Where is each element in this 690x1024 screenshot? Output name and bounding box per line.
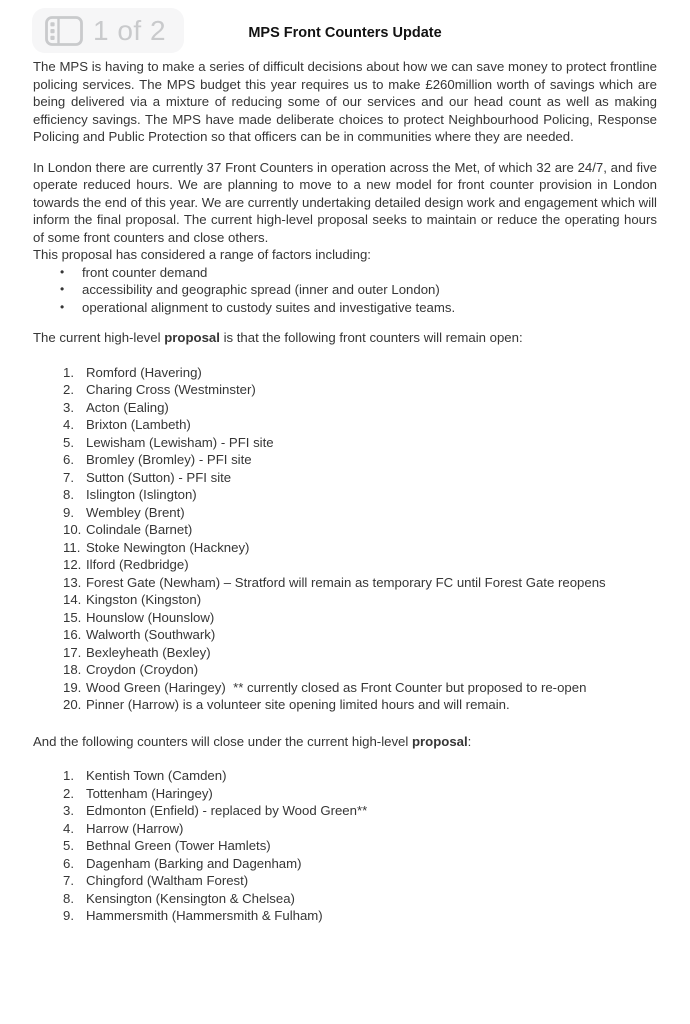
list-item-text: Kentish Town (Camden) (86, 768, 227, 783)
paragraph-current-state: In London there are currently 37 Front Counters in operation across the Met, of which 32 are 24/7, and five operate reduced hours. We are planning to move to a new model for front counter provision in London towards the end of this year. We are currently undertaking detailed design work and engagement which will inform the final proposal. The current high-level proposal seeks to maintain or reduce the operating hours of some front counters and close others. (33, 159, 657, 245)
number-marker: 4. (63, 417, 74, 432)
number-marker: 12. (63, 557, 82, 572)
number-marker: 3. (63, 803, 74, 818)
list-item-text: Chingford (Waltham Forest) (86, 873, 249, 888)
list-item-text: Walworth (Southwark) (86, 627, 216, 642)
close-counter-item (63, 785, 657, 803)
open-intro-post: is that the following front counters will remain open: (219, 330, 523, 345)
open-intro-bold: proposal (164, 330, 220, 345)
open-counter-item (63, 399, 657, 417)
list-item-text: Harrow (Harrow) (86, 820, 184, 836)
list-item-text: Croydon (Croydon) (86, 662, 199, 677)
thumbnails-icon (45, 16, 83, 46)
open-counter-item (63, 591, 657, 609)
list-item-text: Ilford (Redbridge) (86, 557, 189, 572)
document-title: MPS Front Counters Update (248, 25, 442, 41)
number-marker: 15. (63, 609, 82, 625)
open-counter-item (63, 416, 657, 434)
list-item-text: Stoke Newington (Hackney) (86, 539, 250, 555)
list-item-text: Bethnal Green (Tower Hamlets) (86, 838, 271, 853)
number-marker: 8. (63, 487, 74, 502)
list-item-text: Lewisham (Lewisham) - PFI site (86, 434, 274, 450)
close-intro-post: : (467, 733, 472, 749)
list-item-text: Hounslow (Hounslow) (86, 609, 215, 625)
number-marker: 7. (63, 873, 74, 888)
number-marker: 14. (63, 592, 82, 607)
number-marker: 6. (63, 452, 74, 467)
number-marker: 3. (63, 399, 74, 415)
list-item-text: Dagenham (Barking and Dagenham) (86, 855, 302, 871)
number-marker: 2. (63, 785, 74, 801)
list-item-text: Kensington (Kensington & Chelsea) (86, 890, 295, 906)
factor-item (60, 299, 657, 317)
number-marker: 9. (63, 908, 74, 923)
close-counter-item (63, 767, 657, 785)
open-counter-item (63, 539, 657, 557)
bullet-marker: • (60, 282, 65, 296)
number-marker: 11. (63, 539, 81, 555)
open-counter-item (63, 381, 657, 399)
open-counter-item (63, 504, 657, 522)
list-item-text: accessibility and geographic spread (inner and outer London) (82, 282, 440, 297)
close-counter-item (63, 820, 657, 838)
document-body (33, 58, 657, 925)
open-counter-item (63, 434, 657, 452)
open-counter-item (63, 364, 657, 382)
open-counter-item (63, 469, 657, 487)
close-counter-item (63, 855, 657, 873)
close-counter-item (63, 872, 657, 890)
number-marker: 2. (63, 382, 74, 397)
number-marker: 16. (63, 627, 82, 642)
list-item-text: Bexleyheath (Bexley) (86, 644, 211, 660)
list-item-text: Wood Green (Haringey) ** currently closed as Front Counter but proposed to re-open (86, 679, 587, 695)
number-marker: 9. (63, 504, 74, 520)
list-item-text: Wembley (Brent) (86, 504, 185, 520)
list-item-text: Charing Cross (Westminster) (86, 382, 256, 397)
close-counter-item (63, 837, 657, 855)
number-marker: 10. (63, 522, 82, 537)
list-item-text: Pinner (Harrow) is a volunteer site opening limited hours and will remain. (86, 697, 510, 712)
number-marker: 17. (63, 644, 82, 660)
number-marker: 7. (63, 469, 74, 485)
open-counter-item (63, 609, 657, 627)
number-marker: 5. (63, 434, 74, 450)
open-counter-item (63, 644, 657, 662)
open-proposal-intro (33, 329, 657, 347)
open-counter-item (63, 556, 657, 574)
paragraph-savings: The MPS is having to make a series of difficult decisions about how we can save money to protect frontline policing services. The MPS budget this year requires us to make £260million worth of savings which are being delivered via a mixture of reducing some of our services and our head count as well as making efficiency savings. The MPS have made deliberate choices to protect Neighbourhood Policing, Response Policing and Public Protection so that officers can be in communities where they are needed. (33, 59, 657, 144)
close-counters-list (33, 767, 657, 925)
open-counter-item (63, 626, 657, 644)
bullet-marker: • (60, 299, 65, 314)
list-item-text: Kingston (Kingston) (86, 592, 202, 607)
number-marker: 8. (63, 890, 74, 906)
number-marker: 19. (63, 679, 82, 695)
factors-intro: This proposal has considered a range of factors including: (33, 247, 371, 262)
open-intro-pre: The current high-level (33, 330, 165, 345)
list-item-text: Acton (Ealing) (86, 399, 169, 415)
open-counters-list (33, 364, 657, 714)
open-counter-item (63, 661, 657, 679)
list-item-text: Hammersmith (Hammersmith & Fulham) (86, 908, 323, 923)
open-counter-item (63, 679, 657, 697)
open-counter-item (63, 574, 657, 592)
list-item-text: Tottenham (Haringey) (86, 785, 213, 801)
list-item-text: Colindale (Barnet) (86, 522, 193, 537)
number-marker: 1. (63, 768, 74, 783)
open-counter-item (63, 486, 657, 504)
list-item-text: operational alignment to custody suites and investigative teams. (82, 299, 456, 315)
number-marker: 1. (63, 364, 74, 380)
close-intro-pre: And the following counters will close under the current high-level (33, 733, 412, 749)
number-marker: 5. (63, 838, 74, 853)
open-counter-item (63, 451, 657, 469)
list-item-text: Brixton (Lambeth) (86, 417, 191, 432)
list-item-text: Forest Gate (Newham) – Stratford will remain as temporary FC until Forest Gate reopens (86, 574, 606, 590)
close-counter-item (63, 890, 657, 908)
list-item-text: Edmonton (Enfield) - replaced by Wood Green** (86, 803, 368, 818)
number-marker: 13. (63, 574, 82, 590)
close-intro-bold: proposal (411, 733, 468, 749)
close-proposal-intro (33, 733, 657, 751)
list-item-text: Romford (Havering) (86, 364, 202, 380)
page-indicator-pill[interactable] (32, 8, 184, 53)
open-counter-item (63, 696, 657, 714)
open-counter-item (63, 521, 657, 539)
close-counter-item (63, 802, 657, 820)
list-item-text: front counter demand (82, 264, 208, 280)
list-item-text: Bromley (Bromley) - PFI site (86, 452, 252, 467)
number-marker: 18. (63, 662, 82, 677)
list-item-text: Islington (Islington) (86, 487, 197, 502)
factor-item (60, 264, 657, 282)
number-marker: 20. (63, 697, 82, 712)
factor-item (60, 281, 657, 299)
factors-list (33, 264, 657, 317)
bullet-marker: • (60, 264, 65, 279)
close-counter-item (63, 907, 657, 925)
number-marker: 6. (63, 855, 74, 871)
list-item-text: Sutton (Sutton) - PFI site (86, 469, 232, 485)
number-marker: 4. (63, 820, 74, 836)
page-indicator-label: 1 of 2 (93, 14, 167, 46)
